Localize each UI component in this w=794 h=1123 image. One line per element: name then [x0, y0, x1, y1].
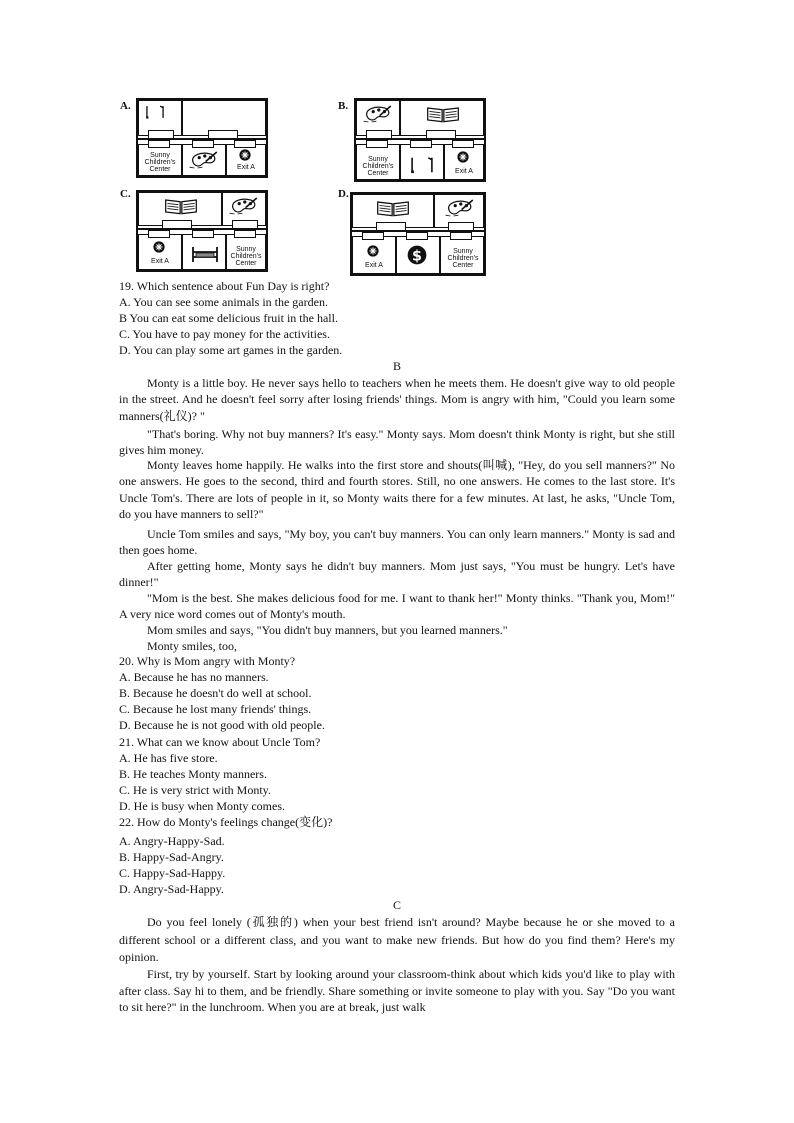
option-c: C. He is very strict with Monty.: [119, 783, 271, 797]
passage-b-paragraph-1: Monty is a little boy. He never says hello to teachers when he meets them. He doesn't give way to old people in the street. And he doesn't feel sorry after losing friends' things. Mom is angry with him, "Could you learn some manners(礼仪)? ": [119, 376, 675, 423]
option-d: D. You can play some art games in the garden.: [119, 343, 343, 357]
sunny-childrens-center-label: Sunny Children's Center: [230, 246, 262, 267]
palette-icon: [228, 196, 260, 216]
option-a: A. He has five store.: [119, 751, 218, 765]
gate-icon: [144, 104, 166, 120]
option-d: D. He is busy when Monty comes.: [119, 799, 285, 813]
section-heading-c: C: [392, 898, 401, 912]
floor-plan-b: [336, 96, 486, 182]
sunny-childrens-center-label: Sunny Children's Center: [362, 156, 394, 177]
bed-icon: [190, 244, 220, 264]
option-c: C. Happy-Sad-Happy.: [119, 866, 226, 880]
option-a: A. Angry-Happy-Sad.: [119, 834, 225, 848]
gate-icon: [408, 156, 436, 174]
passage-c-paragraph-2: First, try by yourself. Start by looking around your classroom-think about which kids you'd like to play with after class. Say hi to them, and be friendly. Share something or invite someone to play with you. Say "Do you want to sit here?" in the lunchroom. When you are at break, just walk: [119, 967, 675, 1014]
option-c: C. Because he lost many friends' things.: [119, 702, 312, 716]
exit-label: Exit A: [237, 164, 255, 171]
exit-icon: [238, 148, 252, 162]
option-b: B. Because he doesn't do well at school.: [119, 686, 312, 700]
plan-grid: [136, 190, 268, 272]
option-a: A. You can see some animals in the garden.: [119, 295, 328, 309]
option-b: B. Happy-Sad-Angry.: [119, 850, 224, 864]
question-22: 22. How do Monty's feelings change(变化)?: [119, 815, 333, 829]
exit-icon: [366, 244, 380, 258]
option-b: B. He teaches Monty manners.: [119, 767, 267, 781]
passage-b-paragraph-8: Monty smiles, too,: [147, 639, 238, 653]
book-icon: [164, 196, 198, 216]
passage-b-paragraph-7: Mom smiles and says, "You didn't buy manners, but you learned manners.": [147, 623, 508, 637]
plan-grid: [354, 98, 486, 182]
sunny-childrens-center-label: Sunny Children's Center: [447, 248, 479, 269]
book-icon: [426, 104, 460, 124]
passage-b-paragraph-6: "Mom is the best. She makes delicious food for me. I want to thank her!" Monty thinks. "Thank you, Mom!" A very nice word comes out of Monty's mouth.: [119, 591, 675, 622]
palette-icon: [188, 150, 220, 170]
palette-icon: [362, 104, 394, 124]
exit-label: Exit A: [365, 262, 383, 269]
exit-icon: [456, 150, 470, 164]
floor-plan-c: [118, 186, 268, 272]
option-a: A. Because he has no manners.: [119, 670, 269, 684]
option-c: C. You have to pay money for the activities.: [119, 327, 330, 341]
passage-b-paragraph-3: Monty leaves home happily. He walks into the first store and shouts(叫喊), "Hey, do you sell manners?" No one answers. He goes to the second, third and fourth stores. Still, no one answers. He comes to the last store. It's Uncle Tom's. There are lots of people in it, so Monty waits there for a few minutes. At last, he asks, "Uncle Tom, do you have manners to sell?": [119, 458, 675, 521]
exit-icon: [152, 240, 166, 254]
dollar-icon: [406, 244, 428, 266]
option-d: D. Because he is not good with old people.: [119, 718, 325, 732]
passage-b-paragraph-5: After getting home, Monty says he didn't buy manners. Mom just says, "You must be hungry. Let's have dinner!": [119, 559, 675, 590]
floor-plan-a: [118, 96, 268, 178]
passage-b-paragraph-4: Uncle Tom smiles and says, "My boy, you can't buy manners. You can only learn manners." Monty is sad and then goes home.: [119, 527, 675, 558]
palette-icon: [444, 198, 476, 218]
plan-letter: C.: [120, 188, 131, 200]
option-b: B You can eat some delicious fruit in the hall.: [119, 311, 338, 325]
passage-c-paragraph-1: Do you feel lonely (孤独的) when your best friend isn't around? Maybe because he or she moved to a different school or a different class, and you want to make new friends. But how do you find them? Here's my opinion.: [119, 915, 675, 964]
plan-letter: B.: [338, 100, 349, 112]
plan-letter: D.: [338, 188, 349, 200]
plan-grid: [350, 192, 486, 276]
exit-label: Exit A: [151, 258, 169, 265]
question-19: 19. Which sentence about Fun Day is right?: [119, 279, 330, 293]
question-21: 21. What can we know about Uncle Tom?: [119, 735, 321, 749]
exit-label: Exit A: [455, 168, 473, 175]
passage-b-paragraph-2: "That's boring. Why not buy manners? It's easy." Monty says. Mom doesn't think Monty is right, but she still gives him money.: [119, 427, 675, 458]
plan-grid: [136, 98, 268, 178]
option-d: D. Angry-Sad-Happy.: [119, 882, 224, 896]
section-heading-b: B: [392, 359, 401, 373]
book-icon: [376, 198, 410, 218]
floor-plan-d: [336, 186, 486, 276]
sunny-childrens-center-label: Sunny Children's Center: [144, 152, 176, 173]
question-20: 20. Why is Mom angry with Monty?: [119, 654, 296, 668]
plan-letter: A.: [120, 100, 131, 112]
